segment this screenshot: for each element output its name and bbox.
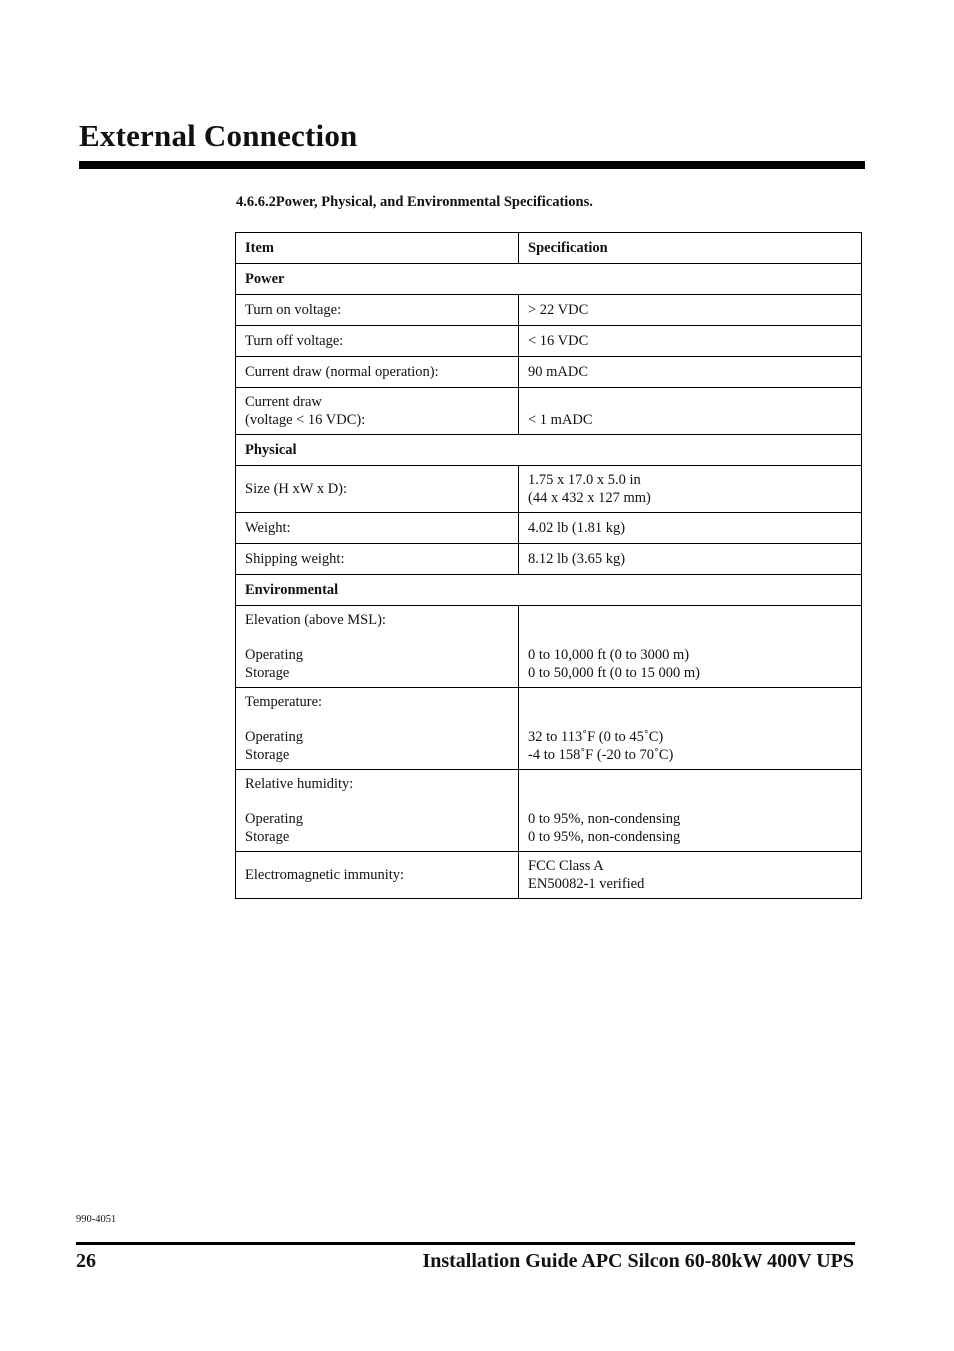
table-row — [236, 544, 862, 575]
item-cell: Turn off voltage: — [236, 326, 519, 357]
document-number: 990-4051 — [76, 1214, 117, 1225]
table-row — [236, 326, 862, 357]
section-title: 4.6.6.2Power, Physical, and Environmental Specifications. — [236, 194, 593, 210]
table-row — [236, 295, 862, 326]
spec-line: 32 to 113˚F (0 to 45˚C) — [528, 729, 664, 745]
table-row — [236, 466, 862, 513]
column-header-specification: Specification — [519, 233, 862, 264]
spec-cell: < 16 VDC — [519, 326, 862, 357]
item-line: Operating — [245, 647, 303, 663]
spec-cell — [519, 688, 862, 770]
column-header-item: Item — [236, 233, 519, 264]
item-line: Operating — [245, 729, 303, 745]
group-row-power — [236, 264, 862, 295]
table-row — [236, 357, 862, 388]
spec-cell — [519, 852, 862, 899]
table-header-row — [236, 233, 862, 264]
group-row-physical — [236, 435, 862, 466]
spec-line: 1.75 x 17.0 x 5.0 in — [528, 472, 641, 488]
spec-cell — [519, 388, 862, 435]
item-line: Storage — [245, 747, 290, 763]
item-line: Storage — [245, 829, 290, 845]
item-line: Storage — [245, 665, 290, 681]
spec-line: FCC Class A — [528, 858, 604, 874]
spec-line: 0 to 50,000 ft (0 to 15 000 m) — [528, 665, 700, 681]
spec-cell — [519, 770, 862, 852]
spec-line: 0 to 95%, non-condensing — [528, 811, 681, 827]
heading-rule — [79, 161, 865, 169]
item-line: Current draw — [245, 394, 322, 410]
item-cell — [236, 770, 519, 852]
spec-cell: 4.02 lb (1.81 kg) — [519, 513, 862, 544]
item-cell: Current draw (normal operation): — [236, 357, 519, 388]
spec-line: 0 to 10,000 ft (0 to 3000 m) — [528, 647, 690, 663]
table-row — [236, 513, 862, 544]
spec-line: < 1 mADC — [528, 412, 593, 428]
group-label-environmental: Environmental — [236, 575, 862, 606]
spec-cell: 90 mADC — [519, 357, 862, 388]
spec-line: 0 to 95%, non-condensing — [528, 829, 681, 845]
spec-cell — [519, 466, 862, 513]
item-cell — [236, 688, 519, 770]
spec-line: (44 x 432 x 127 mm) — [528, 490, 651, 506]
spec-cell — [519, 606, 862, 688]
specifications-table — [235, 232, 862, 899]
item-line: (voltage < 16 VDC): — [245, 412, 366, 428]
group-row-environmental — [236, 575, 862, 606]
spec-cell: > 22 VDC — [519, 295, 862, 326]
footer-title: Installation Guide APC Silcon 60-80kW 400V UPS — [422, 1250, 854, 1272]
spec-cell: 8.12 lb (3.65 kg) — [519, 544, 862, 575]
item-line: Temperature: — [245, 694, 323, 710]
page-title: External Connection — [79, 118, 358, 153]
group-label-power: Power — [236, 264, 862, 295]
table-row — [236, 388, 862, 435]
footer-rule — [76, 1242, 855, 1245]
group-label-physical: Physical — [236, 435, 862, 466]
table-row — [236, 852, 862, 899]
page-number: 26 — [76, 1250, 96, 1272]
item-cell: Turn on voltage: — [236, 295, 519, 326]
item-cell: Weight: — [236, 513, 519, 544]
item-line: Relative humidity: — [245, 776, 354, 792]
table-row — [236, 770, 862, 852]
table-row — [236, 688, 862, 770]
spec-line: -4 to 158˚F (-20 to 70˚C) — [528, 747, 674, 763]
table-row — [236, 606, 862, 688]
item-line: Elevation (above MSL): — [245, 612, 386, 628]
item-cell — [236, 388, 519, 435]
item-cell: Size (H xW x D): — [236, 466, 519, 513]
item-cell: Electromagnetic immunity: — [236, 852, 519, 899]
item-cell — [236, 606, 519, 688]
item-line: Operating — [245, 811, 303, 827]
item-cell: Shipping weight: — [236, 544, 519, 575]
spec-line: EN50082-1 verified — [528, 876, 645, 892]
